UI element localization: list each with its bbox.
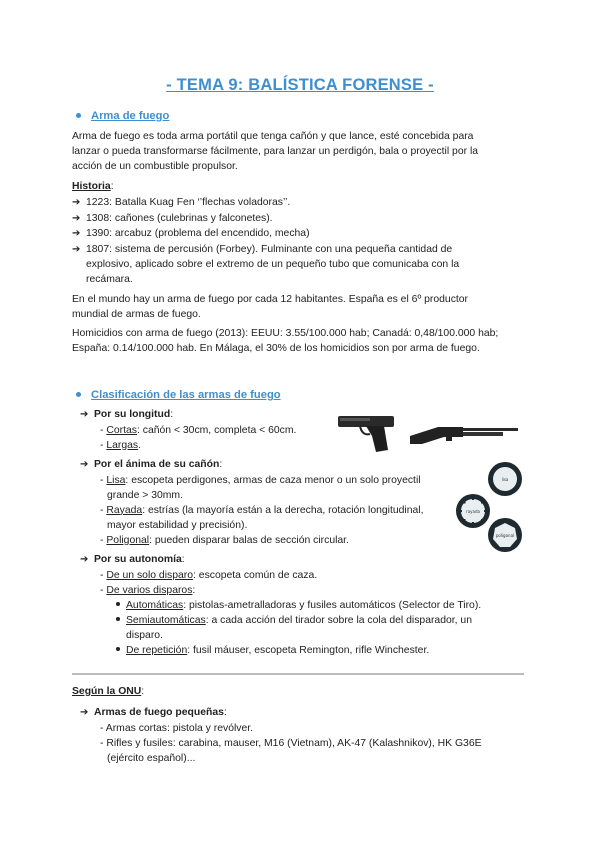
onu-heading: Según la ONU: [72,686,145,697]
section-heading-clasificacion: Clasificación de las armas de fuego [76,387,281,403]
autonomia-block: ➔ Por su autonomía: - De un solo disparo: escopeta común de caza. - De varios disparos: Automáticas: pistolas-ametralladoras y fusiles automáticos (Selector de Tiro). Semiautomáticas: a cada acción del tirador sobre la cola del disparador, un disparo. De repetición: fusil máuser, escopeta Remington, rifle Winchester. [80,552,540,658]
onu-block: ➔ Armas de fuego pequeñas: - Armas cortas: pistola y revólver. - Rifles y fusiles: carabina, mauser, M16 (Vietnam), AK-47 (Kalashnikov), HK G36E (ejército español)... [80,705,540,766]
list-item: - Armas cortas: pistola y revólver. [100,722,254,734]
list-item: - De un solo disparo: escopeta común de caza. [100,569,318,581]
page-title: - TEMA 9: BALÍSTICA FORENSE - [166,76,434,94]
homicide-paragraph: Homicidios con arma de fuego (2013): EEUU: 3.55/100.000 hab; Canadá: 0,48/100.000 hab; España: 0.14/100.000 hab. En Málaga, el 30% de los homicidios son por arma de fuego. [72,328,499,355]
list-item: ➔ 1223: Batalla Kuag Fen ‘’flechas voladoras’’. [72,197,291,208]
list-item: De repetición: fusil máuser, escopeta Remington, rifle Winchester. [80,643,540,658]
anima-block: ➔ Por el ánima de su cañón: - Lisa: escopeta perdigones, armas de caza menor o un solo proyectil grande > 30mm. - Rayada: estrías (la mayoría están a la derecha, rotación longitudinal, mayor estabilidad y precisión). - Poligonal: pueden disparar balas de sección circular. [80,457,460,548]
list-item: - Cortas: cañón < 30cm, completa < 60cm. [100,424,297,436]
list-item: ➔ 1308: cañones (culebrinas y falconetes). [72,212,273,224]
barrel-poligonal-icon [486,516,524,554]
longitud-block: ➔ Por su longitud: - Cortas: cañón < 30cm, completa < 60cm. - Largas. [80,407,340,453]
list-item: - Largas. [100,439,142,451]
list-item: Semiautomáticas: a cada acción del tirador sobre la cola del disparador, un [80,613,540,628]
list-item: - Rayada: estrías (la mayoría están a la derecha, rotación longitudinal, [100,504,424,516]
list-item: - Lisa: escopeta perdigones, armas de caza menor o un solo proyectil [100,474,421,486]
section-heading-arma: Arma de fuego [76,108,169,124]
list-item: - Rifles y fusiles: carabina, mauser, M16 (Vietnam), AK-47 (Kalashnikov), HK G36E [100,737,482,749]
svg-text:rayada: rayada [466,509,480,514]
list-item: Automáticas: pistolas-ametralladoras y fusiles automáticos (Selector de Tiro). [80,598,540,613]
definition-paragraph: Arma de fuego es toda arma portátil que tenga cañón y que lance, esté concebida para lanzar o pueda transformarse fácilmente, para lanzar un perdigón, bala o proyectil por la acción de un combustible propulsor. [72,131,479,173]
shotgun-icon [408,424,520,446]
list-item: ➔ 1390: arcabuz (problema del encendido, mecha) [72,228,310,239]
bullet-icon [76,392,81,397]
historia-list: ➔ 1223: Batalla Kuag Fen ‘’flechas voladoras’’. ➔ 1308: cañones (culebrinas y falconetes). ➔ 1390: arcabuz (problema del encendido, mecha) ➔ 1807: sistema de percusión (Forbey). Fulminante con una pequeña cantidad de explosivo, aplicado sobre el extremo de un pequeño tubo que comunicaba con la recámara. [72,195,532,287]
historia-label: Historia: [72,181,114,192]
stats-paragraph: En el mundo hay un arma de fuego por cada 12 habitantes. España es el 6º productor mundial de armas de fuego. [72,294,469,321]
divider [72,673,524,675]
pistol-icon [336,412,398,454]
list-item: - De varios disparos: [100,584,196,596]
svg-text:lisa: lisa [501,477,509,482]
bullet-icon [76,113,81,118]
svg-text:poligonal: poligonal [495,533,515,538]
list-item: - Poligonal: pueden disparar balas de sección circular. [100,534,349,546]
list-item: ➔ 1807: sistema de percusión (Forbey). Fulminante con una pequeña cantidad de [72,243,453,255]
